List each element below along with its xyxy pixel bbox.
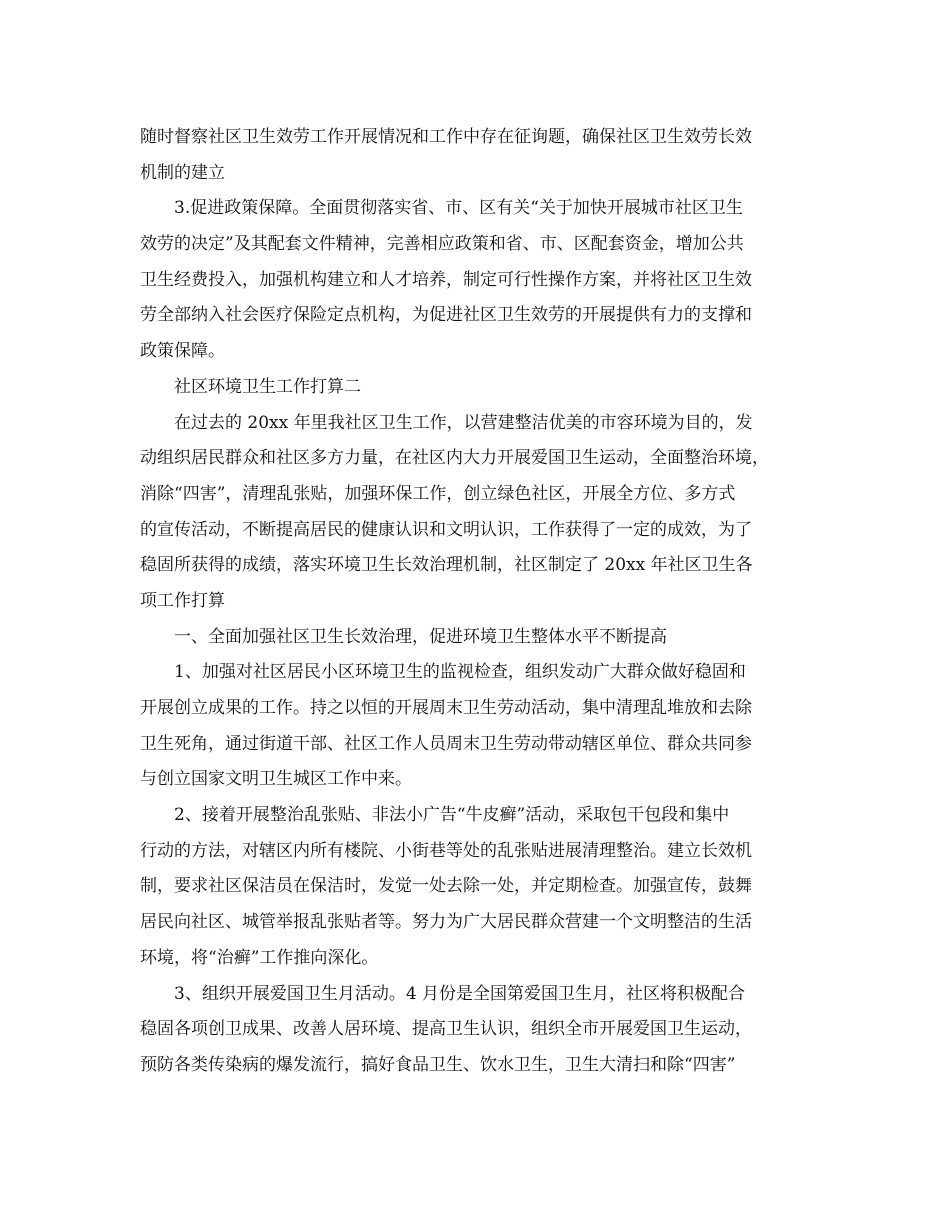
text-line: 与创立国家文明卫生城区工作中来。 (140, 769, 412, 790)
text-line: 稳固各项创卫成果、改善人居环境、提高卫生认识，组织全市开展爱国卫生运动， (140, 1019, 752, 1040)
text-line: 政策保障。 (140, 341, 225, 362)
paragraph-start: 3、组织开展爱国卫生月活动。4 月份是全国第爱国卫生月，社区将积极配合 (174, 983, 746, 1004)
text-line: 居民向社区、城管举报乱张贴者等。努力为广大居民群众营建一个文明整洁的生活 (140, 912, 752, 933)
document-body (140, 120, 820, 1084)
text-line: 劳全部纳入社会医疗保险定点机构，为促进社区卫生效劳的开展提供有力的支撑和 (140, 305, 752, 326)
text-line: 效劳的决定”及其配套文件精神，完善相应政策和省、市、区配套资金，增加公共 (140, 234, 744, 255)
text-line: 动组织居民群众和社区多方力量，在社区内大力开展爱国卫生运动，全面整治环境， (140, 448, 769, 469)
paragraph-start: 在过去的 20xx 年里我社区卫生工作，以营建整洁优美的市容环境为目的，发 (174, 412, 753, 433)
text-line: 卫生经费投入，加强机构建立和人才培养，制定可行性操作方案，并将社区卫生效 (140, 269, 752, 290)
text-line: 机制的建立 (140, 162, 225, 183)
subsection-heading: 一、全面加强社区卫生长效治理，促进环境卫生整体水平不断提高 (174, 626, 667, 647)
text-line: 行动的方法，对辖区内所有楼院、小街巷等处的乱张贴进展清理整治。建立长效机 (140, 840, 752, 861)
text-line: 开展创立成果的工作。持之以恒的开展周末卫生劳动活动，集中清理乱堆放和去除 (140, 698, 752, 718)
paragraph-start: 2、接着开展整治乱张贴、非法小广告“牛皮癣”活动，采取包干包段和集中 (174, 805, 730, 826)
text-line: 稳固所获得的成绩，落实环境卫生长效治理机制，社区制定了 20xx 年社区卫生各 (140, 555, 753, 576)
text-line: 制，要求社区保洁员在保洁时，发觉一处去除一处，并定期检查。加强宣传，鼓舞 (140, 876, 752, 897)
paragraph-start: 3.促进政策保障。全面贯彻落实省、市、区有关“关于加快开展城市社区卫生 (174, 198, 743, 219)
section-heading: 社区环境卫生工作打算二 (174, 376, 361, 397)
text-line: 预防各类传染病的爆发流行，搞好食品卫生、饮水卫生，卫生大清扫和除“四害” (140, 1054, 736, 1075)
text-line: 消除“四害”，清理乱张贴，加强环保工作，创立绿色社区，开展全方位、多方式 (140, 483, 736, 504)
text-line: 卫生死角，通过街道干部、社区工作人员周末卫生劳动带动辖区单位、群众共同参 (140, 733, 752, 754)
text-line: 环境，将“治癣”工作推向深化。 (140, 947, 379, 968)
paragraph-start: 1、加强对社区居民小区环境卫生的监视检查，组织发动广大群众做好稳固和 (174, 662, 746, 683)
text-line: 随时督察社区卫生效劳工作开展情况和工作中存在征询题，确保社区卫生效劳长效 (140, 127, 752, 147)
text-line: 项工作打算 (140, 590, 225, 611)
text-line: 的宣传活动，不断提高居民的健康认识和文明认识，工作获得了一定的成效，为了 (140, 519, 752, 540)
